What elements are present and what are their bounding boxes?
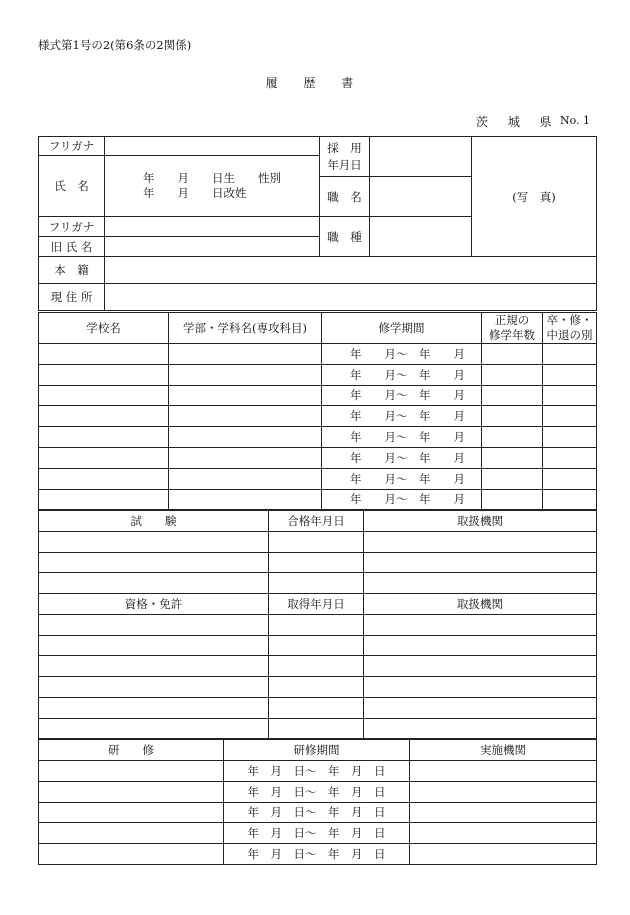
license-row [39,615,597,636]
training-agency-cell[interactable] [410,802,597,823]
years-header: 正規の 修学年数 [482,313,543,344]
photo-box[interactable]: (写 真) [472,137,597,257]
status-cell[interactable] [543,385,597,406]
school-cell[interactable] [39,489,169,510]
school-cell[interactable] [39,385,169,406]
status-cell[interactable] [543,344,597,365]
training-header: 研 修 [39,740,224,761]
license-agency-header: 取扱機関 [364,594,597,615]
license-name-cell[interactable] [39,656,269,677]
training-row [39,781,597,802]
status-cell[interactable] [543,489,597,510]
exam-agency-cell[interactable] [364,532,597,553]
education-row [39,385,597,406]
exam-header: 試 験 [39,511,269,532]
license-agency-cell[interactable] [364,718,597,739]
furigana-label: フリガナ [39,137,105,156]
training-agency-cell[interactable] [410,844,597,865]
training-period-cell[interactable]: 年 月 日〜 年 月 日 [224,844,410,865]
exam-date-cell[interactable] [269,552,364,573]
period-cell[interactable]: 年 月〜 年 月 [322,344,482,365]
license-header: 資格・免許 [39,594,269,615]
exams-table [38,510,597,739]
years-cell[interactable] [482,447,543,468]
education-row [39,406,597,427]
position-field[interactable] [370,177,472,217]
faculty-cell[interactable] [169,364,322,385]
period-cell[interactable]: 年 月〜 年 月 [322,427,482,448]
license-name-cell[interactable] [39,718,269,739]
exam-agency-header: 取扱機関 [364,511,597,532]
school-cell[interactable] [39,406,169,427]
furigana-field[interactable] [105,137,320,156]
faculty-cell[interactable] [169,385,322,406]
rename-date-text: 年 月 日改姓 [143,186,247,200]
school-cell[interactable] [39,468,169,489]
license-row [39,697,597,718]
faculty-cell[interactable] [169,406,322,427]
license-name-cell[interactable] [39,677,269,698]
training-agency-cell[interactable] [410,761,597,782]
training-period-cell[interactable]: 年 月 日〜 年 月 日 [224,781,410,802]
training-row [39,761,597,782]
training-period-cell[interactable]: 年 月 日〜 年 月 日 [224,823,410,844]
period-cell[interactable]: 年 月〜 年 月 [322,406,482,427]
faculty-cell[interactable] [169,344,322,365]
job-type-label: 職 種 [320,217,370,257]
license-date-cell[interactable] [269,677,364,698]
hire-date-field[interactable] [370,137,472,177]
years-cell[interactable] [482,364,543,385]
exam-name-cell[interactable] [39,552,269,573]
training-row [39,844,597,865]
training-row [39,823,597,844]
exam-name-cell[interactable] [39,573,269,594]
school-cell[interactable] [39,447,169,468]
exam-date-cell[interactable] [269,573,364,594]
faculty-cell[interactable] [169,468,322,489]
status-cell[interactable] [543,406,597,427]
period-cell[interactable]: 年 月〜 年 月 [322,447,482,468]
training-name-cell[interactable] [39,761,224,782]
domicile-field[interactable] [105,257,597,284]
years-cell[interactable] [482,427,543,448]
years-cell[interactable] [482,468,543,489]
status-cell[interactable] [543,427,597,448]
years-cell[interactable] [482,406,543,427]
license-row [39,677,597,698]
position-label: 職 名 [320,177,370,217]
training-agency-header: 実施機関 [410,740,597,761]
education-row [39,364,597,385]
form-number-label: 様式第1号の2(第6条の2関係) [38,38,192,52]
faculty-header: 学部・学科名(専攻科目) [169,313,322,344]
education-row [39,344,597,365]
exam-row [39,552,597,573]
training-name-cell[interactable] [39,823,224,844]
exam-date-header: 合格年月日 [269,511,364,532]
license-name-cell[interactable] [39,615,269,636]
school-cell[interactable] [39,427,169,448]
exam-row [39,532,597,553]
period-cell[interactable]: 年 月〜 年 月 [322,364,482,385]
training-period-cell[interactable]: 年 月 日〜 年 月 日 [224,802,410,823]
personal-info-table [38,136,597,311]
license-row [39,656,597,677]
status-cell[interactable] [543,447,597,468]
education-table [38,312,597,510]
exam-agency-cell[interactable] [364,552,597,573]
training-period-header: 研修期間 [224,740,410,761]
name-label: 氏 名 [39,156,105,217]
education-row [39,427,597,448]
training-table [38,739,597,865]
school-cell[interactable] [39,364,169,385]
school-header: 学校名 [39,313,169,344]
faculty-cell[interactable] [169,427,322,448]
license-name-cell[interactable] [39,697,269,718]
license-name-cell[interactable] [39,635,269,656]
license-agency-cell[interactable] [364,635,597,656]
training-agency-cell[interactable] [410,823,597,844]
license-agency-cell[interactable] [364,615,597,636]
years-cell[interactable] [482,385,543,406]
furigana2-label: フリガナ [39,217,105,237]
license-agency-cell[interactable] [364,697,597,718]
prefecture-label: 茨 城 県 [476,115,560,129]
faculty-cell[interactable] [169,447,322,468]
training-period-cell[interactable]: 年 月 日〜 年 月 日 [224,761,410,782]
license-date-cell[interactable] [269,615,364,636]
training-name-cell[interactable] [39,802,224,823]
license-row [39,718,597,739]
hire-date-label: 採 用 年月日 [320,137,370,177]
exam-name-cell[interactable] [39,532,269,553]
status-header: 卒・修・ 中退の別 [543,313,597,344]
years-cell[interactable] [482,489,543,510]
license-date-cell[interactable] [269,697,364,718]
school-cell[interactable] [39,344,169,365]
license-row [39,635,597,656]
education-row [39,489,597,510]
education-row [39,447,597,468]
document-number: No. 1 [560,114,591,127]
license-date-cell[interactable] [269,718,364,739]
training-agency-cell[interactable] [410,781,597,802]
birth-date-text: 年 月 日生 性別 [143,171,281,185]
training-name-cell[interactable] [39,781,224,802]
address-field[interactable] [105,284,597,311]
address-label: 現 住 所 [39,284,105,311]
former-name-field[interactable] [105,237,320,257]
period-header: 修学期間 [322,313,482,344]
name-field[interactable] [105,156,320,217]
job-type-field[interactable] [370,217,472,257]
domicile-label: 本 籍 [39,257,105,284]
furigana2-field[interactable] [105,217,320,237]
license-date-header: 取得年月日 [269,594,364,615]
former-name-label: 旧 氏 名 [39,237,105,257]
status-cell[interactable] [543,468,597,489]
period-cell[interactable]: 年 月〜 年 月 [322,468,482,489]
exam-date-cell[interactable] [269,532,364,553]
license-agency-cell[interactable] [364,677,597,698]
license-agency-cell[interactable] [364,656,597,677]
license-date-cell[interactable] [269,635,364,656]
training-row [39,802,597,823]
training-name-cell[interactable] [39,844,224,865]
document-title: 履 歴 書 [265,76,365,90]
exam-row [39,573,597,594]
period-cell[interactable]: 年 月〜 年 月 [322,385,482,406]
license-date-cell[interactable] [269,656,364,677]
status-cell[interactable] [543,364,597,385]
education-row [39,468,597,489]
faculty-cell[interactable] [169,489,322,510]
years-cell[interactable] [482,344,543,365]
exam-agency-cell[interactable] [364,573,597,594]
period-cell[interactable]: 年 月〜 年 月 [322,489,482,510]
